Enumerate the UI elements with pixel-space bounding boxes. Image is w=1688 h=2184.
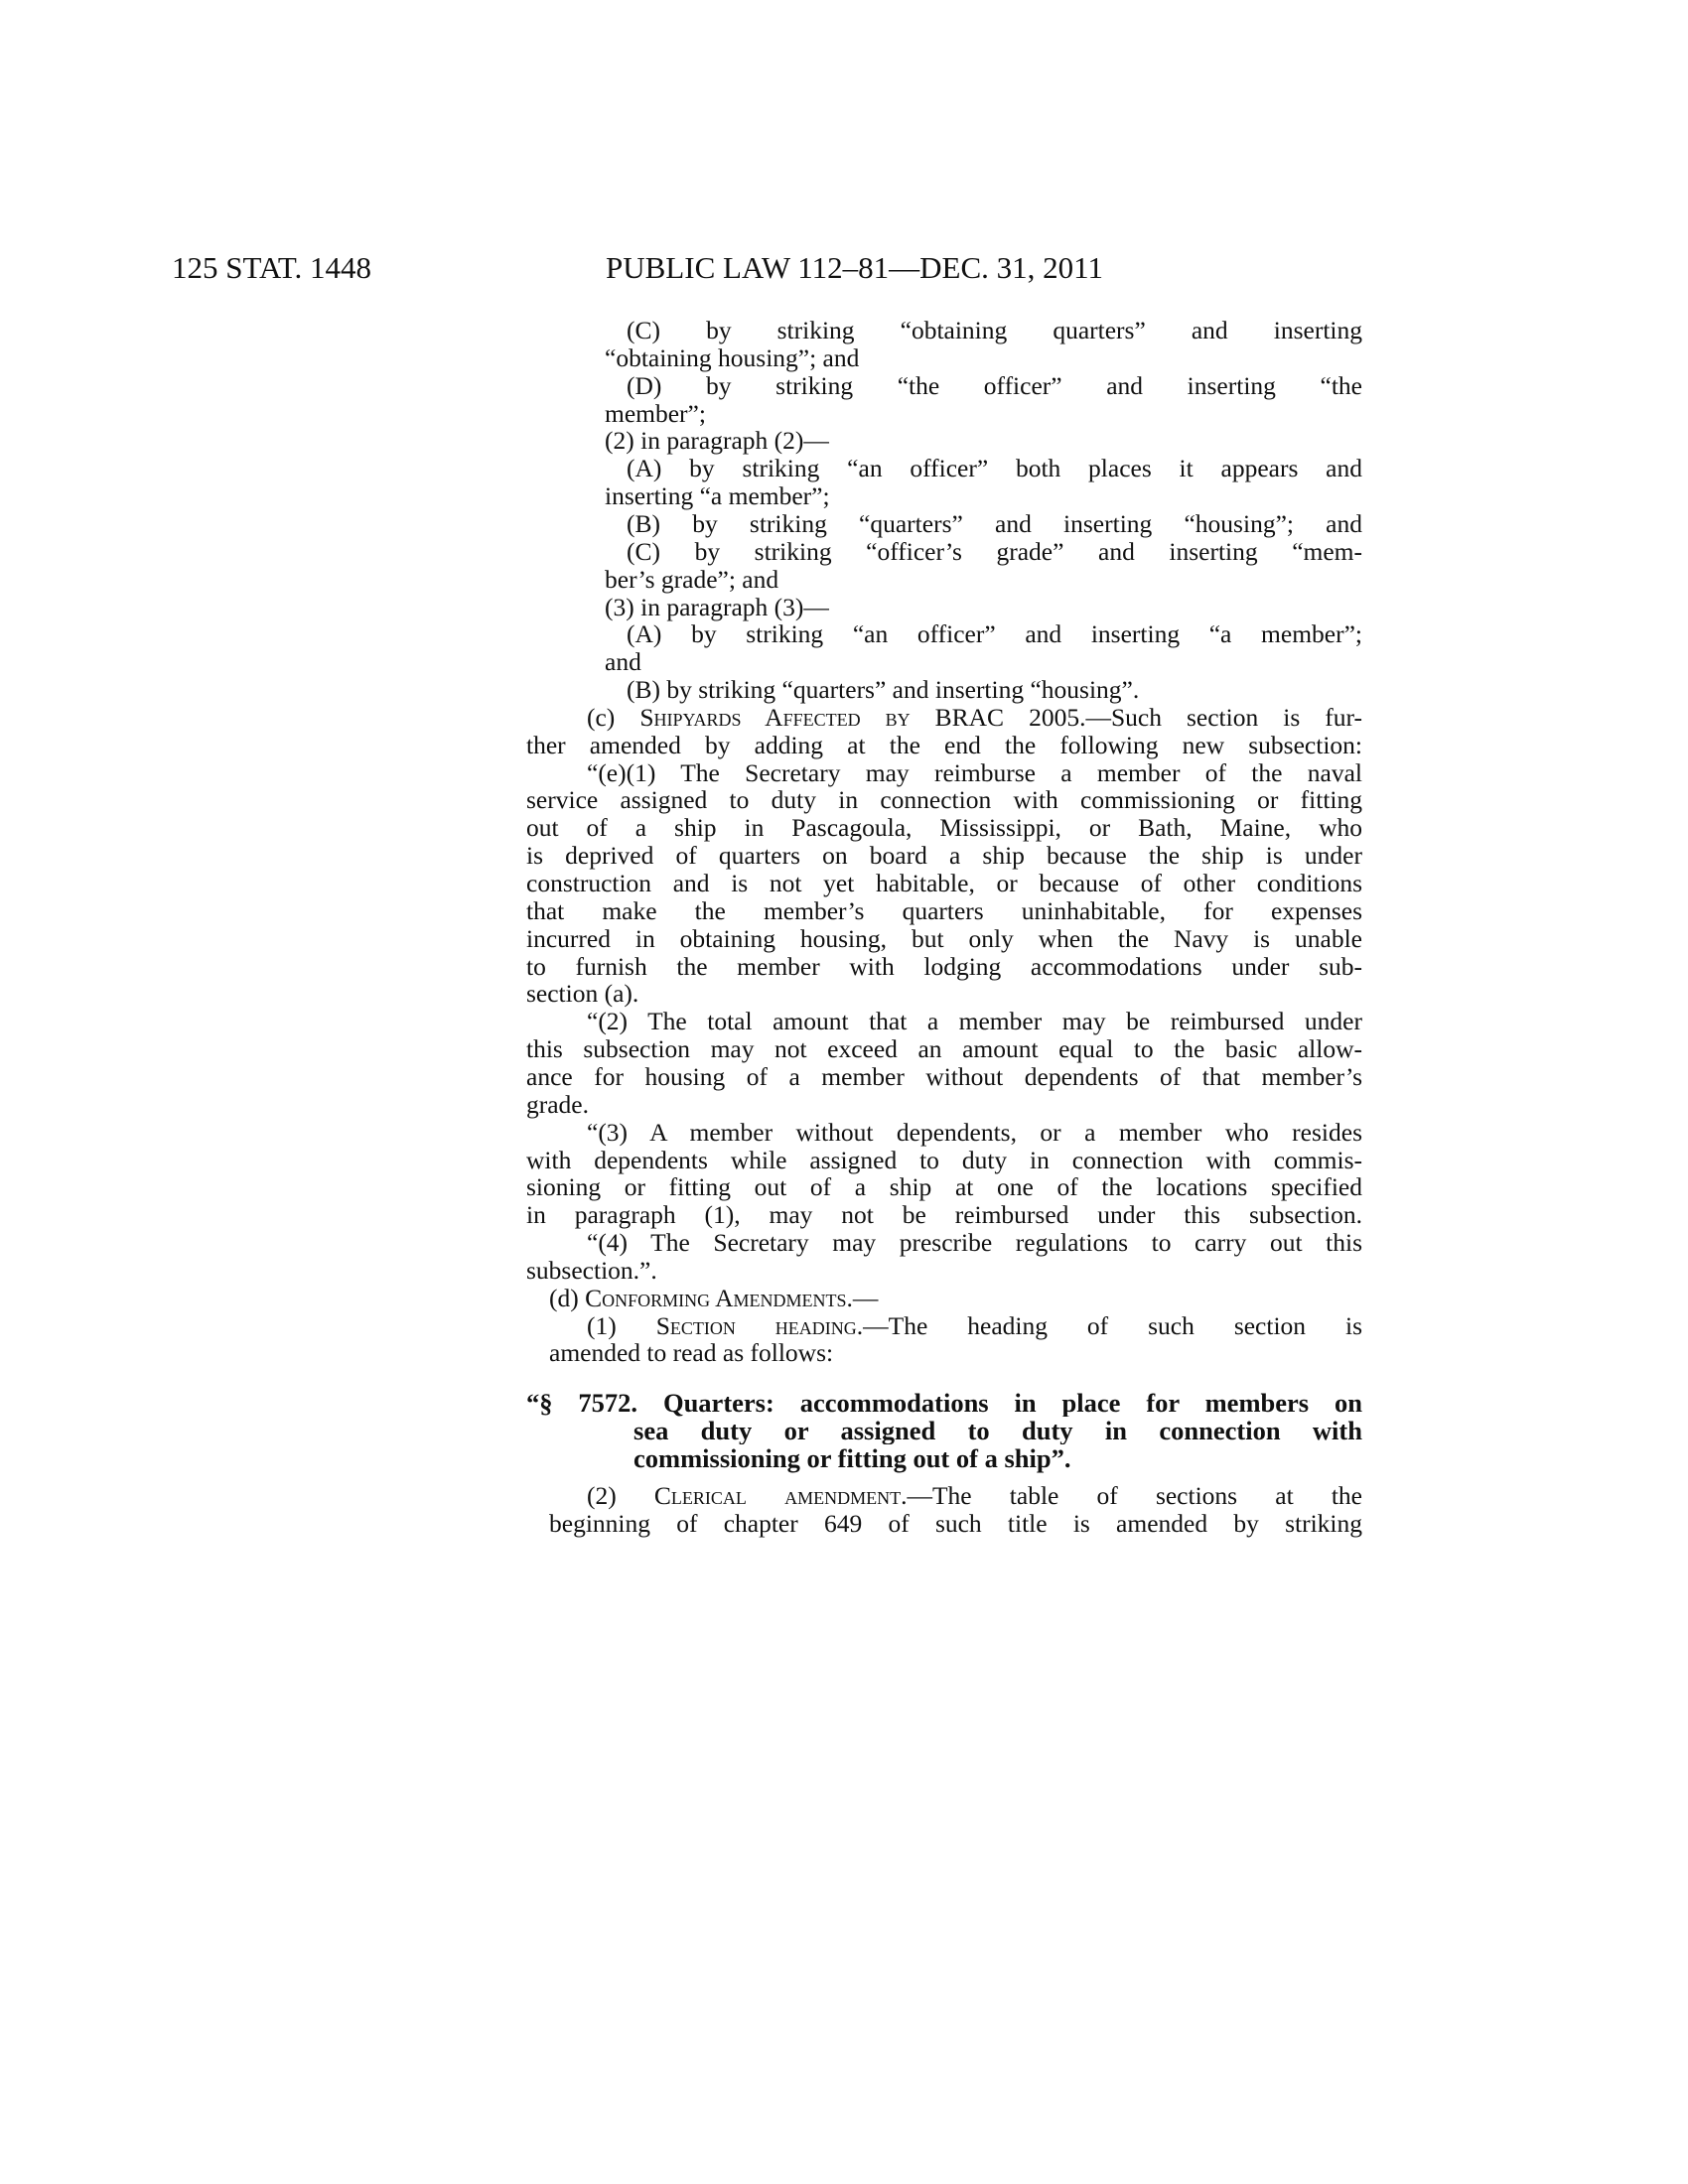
- text-line: [526, 980, 638, 1008]
- text-line: [549, 1510, 1362, 1538]
- text-line: [605, 648, 641, 676]
- text-line: [627, 676, 1139, 704]
- text-line: [526, 1201, 1362, 1229]
- text-line: [549, 1285, 878, 1312]
- text-line: [526, 925, 1362, 953]
- text-line: [526, 897, 1362, 925]
- text-line: [605, 427, 829, 455]
- line-text: (C) by striking “officer’s grade” and inserting “mem-: [627, 538, 1362, 566]
- line-text: “(2) The total amount that a member may be reimbursed under: [587, 1008, 1362, 1035]
- small-caps-heading: Section heading.: [655, 1312, 864, 1340]
- line-text: ther amended by adding at the end the following new subsection:: [526, 732, 1362, 759]
- line-text: (B) by striking “quarters” and inserting “housing”.: [627, 675, 1140, 704]
- small-caps-heading: Shipyards Affected by BRAC 2005.: [639, 704, 1086, 732]
- section-heading-line: [526, 1389, 1362, 1417]
- running-title: PUBLIC LAW 112–81—DEC. 31, 2011: [606, 250, 1103, 285]
- line-text: service assigned to duty in connection with commissioning or fitting: [526, 786, 1362, 814]
- line-text: (2) in paragraph (2)—: [605, 426, 829, 455]
- text-line: [627, 538, 1362, 566]
- line-prefix: (c): [587, 704, 640, 732]
- line-text: (B) by striking “quarters” and inserting “housing”; and: [627, 510, 1362, 538]
- line-text: “obtaining housing”; and: [605, 343, 860, 372]
- line-text: ber’s grade”; and: [605, 565, 779, 594]
- text-line: [587, 759, 1362, 787]
- line-text: in paragraph (1), may not be reimbursed under this subsection.: [526, 1201, 1362, 1229]
- line-text: member”;: [605, 399, 706, 428]
- text-line: [526, 1147, 1362, 1174]
- text-line: [605, 566, 778, 594]
- line-text: grade.: [526, 1090, 590, 1119]
- text-line: [627, 620, 1362, 648]
- text-line: [627, 510, 1362, 538]
- line-text: —Such section is fur-: [1085, 704, 1362, 732]
- text-line: [526, 1091, 589, 1119]
- line-text: —The heading of such section is: [863, 1312, 1362, 1340]
- text-line: [526, 1173, 1362, 1201]
- text-line: [627, 372, 1362, 400]
- line-text: “(4) The Secretary may prescribe regulations to carry out this: [587, 1229, 1362, 1257]
- line-text: (A) by striking “an officer” and inserting “a member”;: [627, 620, 1362, 648]
- text-line: [587, 1482, 1362, 1510]
- line-text: “(e)(1) The Secretary may reimburse a member of the naval: [587, 759, 1362, 787]
- line-text: subsection.”.: [526, 1256, 657, 1285]
- text-line: [605, 482, 830, 510]
- line-prefix: (2): [587, 1482, 654, 1510]
- text-line: [587, 704, 1362, 732]
- line-text: beginning of chapter 649 of such title is amended by striking: [549, 1510, 1362, 1538]
- text-line: [627, 317, 1362, 344]
- text-line: [605, 400, 706, 428]
- section-heading-line: [633, 1417, 1362, 1444]
- line-text: sioning or fitting out of a ship at one of the locations specified: [526, 1173, 1362, 1201]
- text-line: [587, 1008, 1362, 1035]
- line-text: commissioning or fitting out of a ship”.: [633, 1443, 1071, 1473]
- line-prefix: (d): [549, 1284, 586, 1312]
- line-text: that make the member’s quarters uninhabitable, for expenses: [526, 897, 1362, 925]
- text-line: [526, 786, 1362, 814]
- line-text: (C) by striking “obtaining quarters” and inserting: [627, 317, 1362, 344]
- line-text: sea duty or assigned to duty in connection with: [633, 1417, 1362, 1444]
- text-line: [587, 1119, 1362, 1147]
- line-text: (3) in paragraph (3)—: [605, 593, 829, 621]
- line-text: is deprived of quarters on board a ship because the ship is under: [526, 842, 1362, 870]
- text-line: [526, 1063, 1362, 1091]
- text-line: [526, 953, 1362, 981]
- text-line: [587, 1312, 1362, 1340]
- text-line: [627, 455, 1362, 482]
- text-line: [587, 1229, 1362, 1257]
- line-text: amended to read as follows:: [549, 1338, 834, 1367]
- line-text: ance for housing of a member without dependents of that member’s: [526, 1063, 1362, 1091]
- line-text: “(3) A member without dependents, or a member who resides: [587, 1119, 1362, 1147]
- line-text: (D) by striking “the officer” and inserting “the: [627, 372, 1362, 400]
- line-text: with dependents while assigned to duty in connection with commis-: [526, 1147, 1362, 1174]
- text-line: [549, 1339, 833, 1367]
- line-text: inserting “a member”;: [605, 481, 830, 510]
- line-prefix: (1): [587, 1312, 656, 1340]
- line-text: and: [605, 647, 641, 676]
- text-line: [526, 1257, 657, 1285]
- text-line: [605, 344, 859, 372]
- text-line: [526, 732, 1362, 759]
- line-text: —The table of sections at the: [907, 1482, 1362, 1510]
- text-line: [526, 870, 1362, 897]
- page-reference: 125 STAT. 1448: [172, 250, 372, 285]
- line-text: incurred in obtaining housing, but only when the Navy is unable: [526, 925, 1362, 953]
- line-text: construction and is not yet habitable, or because of other conditions: [526, 870, 1362, 897]
- line-text: —: [852, 1284, 879, 1312]
- line-text: section (a).: [526, 979, 639, 1008]
- line-text: this subsection may not exceed an amount equal to the basic allow-: [526, 1035, 1362, 1063]
- small-caps-heading: Conforming Amendments.: [585, 1284, 853, 1312]
- line-text: out of a ship in Pascagoula, Mississippi, or Bath, Maine, who: [526, 814, 1362, 842]
- text-line: [526, 842, 1362, 870]
- line-text: (A) by striking “an officer” both places it appears and: [627, 455, 1362, 482]
- section-heading-line: [633, 1444, 1071, 1472]
- small-caps-heading: Clerical amendment.: [653, 1482, 908, 1510]
- text-line: [526, 814, 1362, 842]
- line-text: to furnish the member with lodging accommodations under sub-: [526, 953, 1362, 981]
- text-line: [605, 594, 829, 621]
- line-text: “§ 7572. Quarters: accommodations in place for members on: [526, 1389, 1362, 1417]
- text-line: [526, 1035, 1362, 1063]
